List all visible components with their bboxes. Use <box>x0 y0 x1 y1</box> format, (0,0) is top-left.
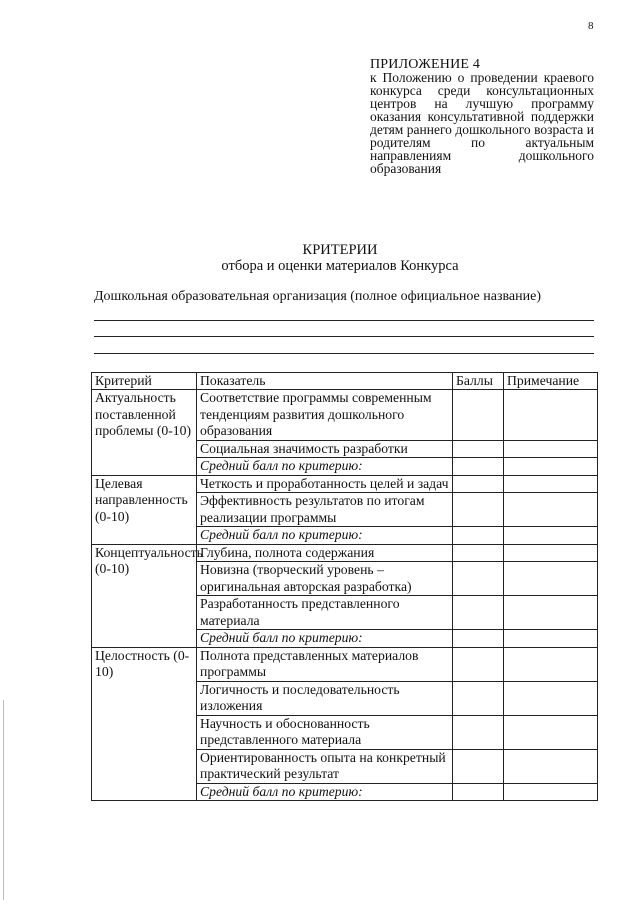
table-row <box>92 544 598 562</box>
page-number: 8 <box>588 20 594 32</box>
indicator-cell: Новизна (творческий уровень – оригинальная авторская разработка) <box>197 562 453 596</box>
score-cell[interactable] <box>453 440 504 458</box>
header-note: Примечание <box>504 373 598 390</box>
indicator-cell: Научность и обоснованность представленного материала <box>197 715 453 749</box>
indicator-cell: Глубина, полнота содержания <box>197 544 453 562</box>
note-cell[interactable] <box>504 596 598 630</box>
header-score: Баллы <box>453 373 504 390</box>
note-cell[interactable] <box>504 544 598 562</box>
header-indicator: Показатель <box>197 373 453 390</box>
average-label: Средний балл по критерию: <box>197 527 453 545</box>
table-row <box>92 390 598 441</box>
score-cell[interactable] <box>453 630 504 648</box>
note-cell[interactable] <box>504 440 598 458</box>
indicator-cell: Ориентированность опыта на конкретный практический результат <box>197 749 453 783</box>
average-label: Средний балл по критерию: <box>197 630 453 648</box>
score-cell[interactable] <box>453 749 504 783</box>
average-label: Средний балл по критерию: <box>197 458 453 476</box>
table-header-row <box>92 373 598 390</box>
score-cell[interactable] <box>453 390 504 441</box>
score-cell[interactable] <box>453 544 504 562</box>
indicator-cell: Четкость и проработанность целей и задач <box>197 475 453 493</box>
average-label: Средний балл по критерию: <box>197 783 453 801</box>
note-cell[interactable] <box>504 390 598 441</box>
criterion-cell: Целостность (0-10) <box>92 647 197 801</box>
score-cell[interactable] <box>453 475 504 493</box>
score-cell[interactable] <box>453 458 504 476</box>
organization-label: Дошкольная образовательная организация (полное официальное название) <box>94 289 541 304</box>
header-criterion: Критерий <box>92 373 197 390</box>
appendix-block <box>370 58 594 175</box>
note-cell[interactable] <box>504 715 598 749</box>
note-cell[interactable] <box>504 783 598 801</box>
scan-margin-line <box>3 700 4 900</box>
indicator-cell: Соответствие программы современным тенденциям развития дошкольного образования <box>197 390 453 441</box>
note-cell[interactable] <box>504 749 598 783</box>
fill-line <box>94 336 594 337</box>
score-cell[interactable] <box>453 681 504 715</box>
score-cell[interactable] <box>453 783 504 801</box>
score-cell[interactable] <box>453 527 504 545</box>
table-row <box>92 475 598 493</box>
table-row <box>92 647 598 681</box>
criteria-table <box>91 372 598 801</box>
fill-line <box>94 353 594 354</box>
note-cell[interactable] <box>504 458 598 476</box>
criterion-cell: Актуальность поставленной проблемы (0-10) <box>92 390 197 476</box>
appendix-title: ПРИЛОЖЕНИЕ 4 <box>370 57 481 72</box>
note-cell[interactable] <box>504 681 598 715</box>
note-cell[interactable] <box>504 647 598 681</box>
document-subtitle: отбора и оценки материалов Конкурса <box>221 258 459 274</box>
score-cell[interactable] <box>453 596 504 630</box>
note-cell[interactable] <box>504 562 598 596</box>
criterion-cell: Концептуальность (0-10) <box>92 544 197 647</box>
indicator-cell: Социальная значимость разработки <box>197 440 453 458</box>
note-cell[interactable] <box>504 475 598 493</box>
score-cell[interactable] <box>453 493 504 527</box>
score-cell[interactable] <box>453 715 504 749</box>
indicator-cell: Полнота представленных материалов программы <box>197 647 453 681</box>
score-cell[interactable] <box>453 647 504 681</box>
indicator-cell: Эффективность результатов по итогам реализации программы <box>197 493 453 527</box>
score-cell[interactable] <box>453 562 504 596</box>
note-cell[interactable] <box>504 527 598 545</box>
note-cell[interactable] <box>504 493 598 527</box>
indicator-cell: Логичность и последовательность изложения <box>197 681 453 715</box>
indicator-cell: Разработанность представленного материала <box>197 596 453 630</box>
document-title: КРИТЕРИИ <box>302 242 378 258</box>
appendix-text: к Положению о проведении краевого конкурса среди консультационных центров на лучшую программу оказания консультативной поддержки детям раннего дошкольного возраста и родителям по актуальным направлениям дошкольного образования <box>370 70 594 176</box>
criterion-cell: Целевая направленность (0-10) <box>92 475 197 544</box>
note-cell[interactable] <box>504 630 598 648</box>
fill-line <box>94 320 594 321</box>
